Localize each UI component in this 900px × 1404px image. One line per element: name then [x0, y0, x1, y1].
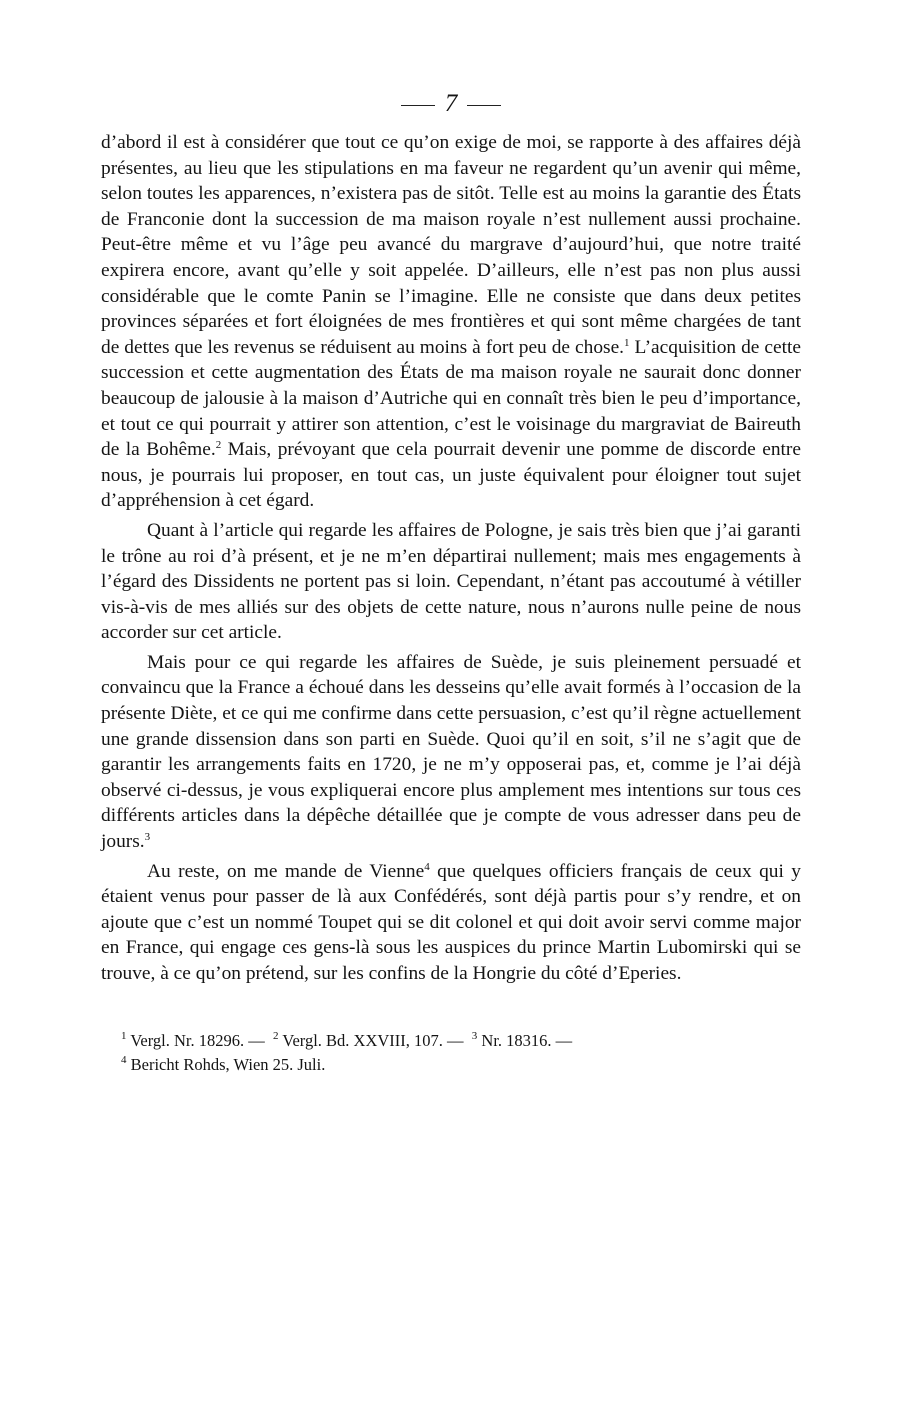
page-header	[101, 84, 801, 130]
footnote-mark-1: 1	[121, 1029, 127, 1042]
paragraph-1-part-2: L’acquisition de cette succession et cette augmentation des États de ma maison royale ne saurait donc donner beaucoup de jalousie à la maison d’Autriche qui en connaît très bien le peu d’importance, et tout ce qui pourrait y attirer son attention, c’est le voisinage du margraviat de Baireuth de la Bohême.	[101, 336, 801, 461]
footnote-mark-3: 3	[471, 1029, 478, 1042]
paragraph-2-text: Quant à l’article qui regarde les affaires de Pologne, je sais très bien que j’ai garanti le trône au roi d’à présent, et je ne m’en départirai nullement; mais mes engagements à l’égard des Dissidents ne portent pas si loin. Cependant, n’étant pas accoutumé à vétiller vis-à-vis de mes alliés sur des objets de cette nature, nous n’aurons nulle peine de nous accorder sur cet article.	[101, 519, 801, 644]
footnotes-line-2	[121, 1053, 801, 1077]
paragraph-4-after: que quelques officiers français de ceux qui y étaient venus pour passer de là aux Confédérés, sont déjà partis pour s’y rendre, et on ajoute que c’est un nommé Toupet qui se dit colonel et qui doit avoir servi comme major en France, qui engage ces gens-là sous les auspices du prince Martin Lubomirski qui se trouve, à ce qu’on prétend, sur les confins de la Hongrie du côté d’Eperies.	[101, 860, 801, 984]
paragraph-3	[101, 650, 801, 855]
paragraph-1-part-3: Mais, prévoyant que cela pourrait devenir une pomme de discorde entre nous, je pourrais lui proposer, en tout cas, un juste équivalent pour éloigner tout sujet d’appréhension à cet égard.	[101, 439, 801, 512]
paragraph-1-part-1: d’abord il est à considérer que tout ce qu’on exige de moi, se rapporte à des affaires déjà présentes, au lieu que les stipulations en ma faveur ne regardent qu’un avenir qui même, selon toutes les apparences, n’existera pas de sitôt. Telle est au moins la garantie des États de Franconie dont la succession de ma maison royale n’est nullement aussi prochaine. Peut-être même et vu l’âge peu avancé du margrave d’aujourd’hui, que notre traité expirera encore, avant qu’elle y soit appelée. D’ailleurs, elle n’est pas non plus aussi considérable que le comte Panin se l’imagine. Elle ne consiste que dans deux petites provinces séparées et fort éloignées de mes frontières et qui sont même chargées de tant de dettes que les revenus se réduisent au moins à fort peu de chose.	[101, 132, 801, 358]
footnotes	[101, 1029, 801, 1077]
footnote-ref-2: 2	[215, 439, 222, 452]
footnote-3: Nr. 18316. —	[481, 1030, 573, 1050]
page-number: 7	[101, 84, 801, 124]
footnote-4: Bericht Rohds, Wien 25. Juli.	[130, 1054, 326, 1074]
footnotes-line-1	[121, 1029, 801, 1053]
footnote-2: Vergl. Bd. XXVIII, 107. —	[282, 1030, 464, 1050]
paragraph-4-before: Au reste, on me mande de Vienne	[147, 860, 425, 882]
paragraph-1	[101, 130, 801, 514]
footnote-ref-1: 1	[624, 336, 630, 349]
document-page	[101, 84, 801, 1077]
body-text	[101, 130, 801, 987]
footnote-ref-4: 4	[424, 860, 430, 873]
footnote-ref-3: 3	[144, 831, 151, 844]
paragraph-4	[101, 859, 801, 987]
footnote-1: Vergl. Nr. 18296. —	[130, 1030, 265, 1050]
paragraph-3-text: Mais pour ce qui regarde les affaires de Suède, je suis pleinement persuadé et convaincu que la France a échoué dans les desseins qu’elle avait formés à l’occasion de la présente Diète, et ce qui me confirme dans cette persuasion, c’est qu’il règne actuellement une grande dissension dans son parti en Suède. Quoi qu’il en soit, s’il ne s’agit que de garantir les arrangements faits en 1720, je ne m’y opposerai pas, et, comme je l’ai déjà observé ci-dessus, je vous expliquerai encore plus amplement mes intentions sur tous ces différents articles dans la dépêche détaillée que je compte de vous adresser dans peu de jours.	[101, 651, 801, 853]
footnote-mark-2: 2	[273, 1029, 279, 1042]
paragraph-2	[101, 518, 801, 646]
footnote-mark-4: 4	[121, 1053, 127, 1066]
